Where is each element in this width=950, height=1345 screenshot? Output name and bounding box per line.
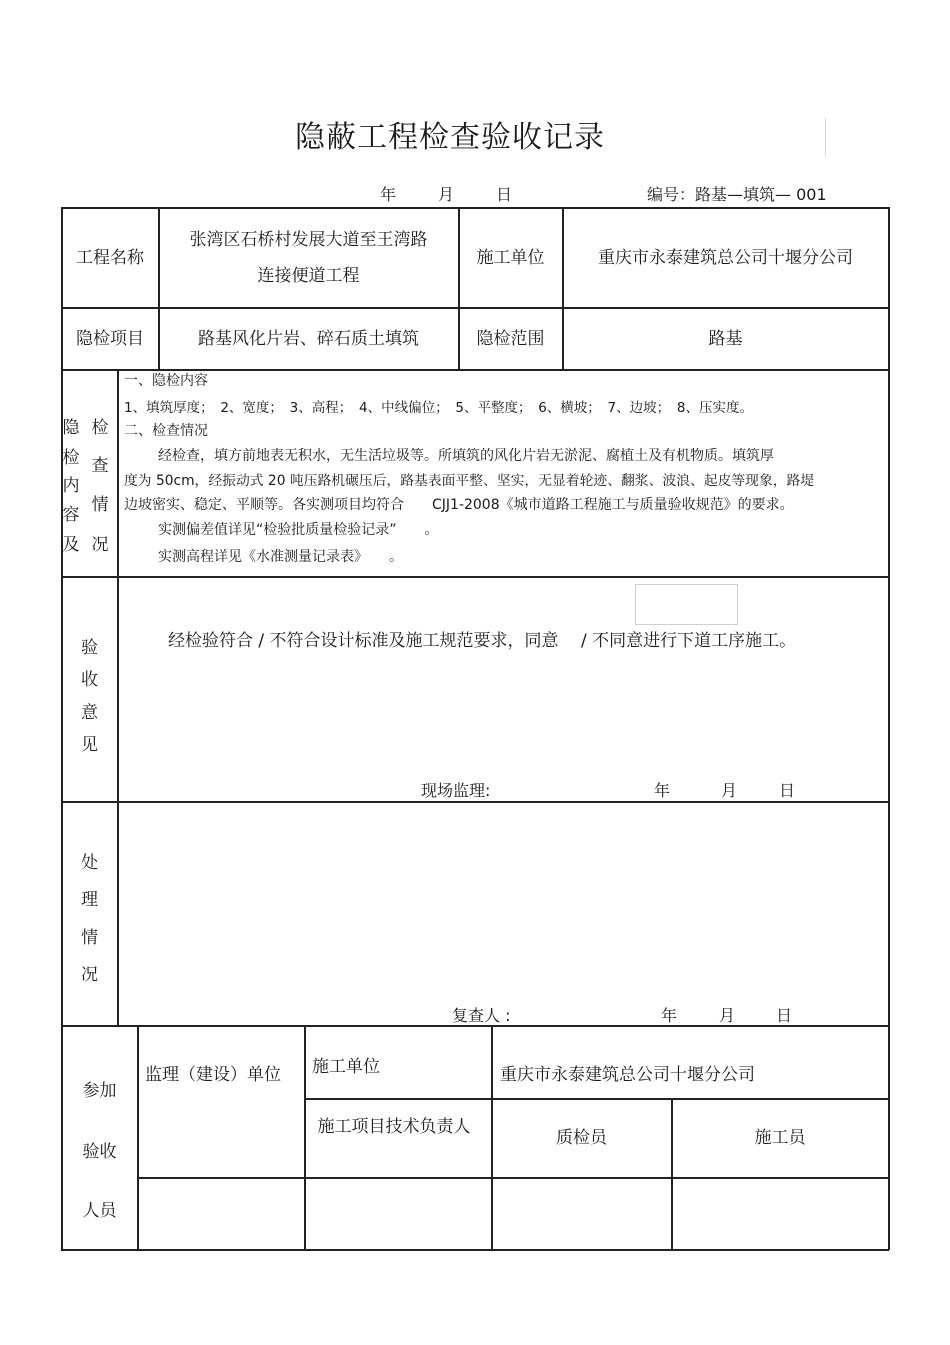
side-char: 情 <box>81 928 98 948</box>
page-title: 隐蔽工程检查验收记录 <box>295 120 605 155</box>
constructor-label: 施工员 <box>754 1128 806 1148</box>
side-char: 内 <box>62 476 80 496</box>
inspection-para-line3: 边坡密实、稳定、平顺等。各实测项目均符合 CJJ1-2008《城市道路工程施工与质量验收规范》的要求。 <box>124 497 794 513</box>
side-char: 及 <box>62 535 80 555</box>
tech-lead-label: 施工项目技术负责人 <box>317 1117 471 1137</box>
side-char: 情 <box>91 495 109 515</box>
side-char: 况 <box>91 535 109 555</box>
construction-unit-value: 重庆市永泰建筑总公司十堰分公司 <box>500 1065 755 1085</box>
inspection-elevation: 实测高程详见《水准测量记录表》 。 <box>158 549 403 565</box>
date-month: 月 <box>438 185 455 204</box>
project-name-line2: 连接便道工程 <box>257 265 360 286</box>
acceptance-month: 月 <box>721 781 738 800</box>
date-year: 年 <box>380 185 397 204</box>
quality-inspector-signature-cell[interactable] <box>492 1178 671 1249</box>
handling-month: 月 <box>719 1006 736 1025</box>
construction-unit-label: 施工单位 <box>312 1057 380 1077</box>
side-char: 验收 <box>82 1142 117 1162</box>
handling-year: 年 <box>661 1006 678 1025</box>
reviewer-label: 复查人 : <box>452 1006 511 1025</box>
project-name-value <box>159 208 458 307</box>
inspection-heading-1: 一、隐检内容 <box>124 373 208 389</box>
side-char: 查 <box>91 456 109 476</box>
acceptance-year: 年 <box>654 781 671 800</box>
side-char: 检 <box>62 448 80 468</box>
inspection-para-line2: 度为 50cm，经振动式 20 吨压路机碾压后，路基表面平整、坚实，无显着轮迹、翻浆、波浪、起皮等现象，路堤 <box>124 473 815 489</box>
record-number: 编号：路基—填筑— 001 <box>647 185 827 204</box>
side-char: 见 <box>81 735 98 755</box>
side-char: 收 <box>81 670 98 690</box>
supervisor-label: 现场监理: <box>421 781 491 800</box>
project-name-label: 工程名称 <box>76 247 144 268</box>
contractor-value: 重庆市永泰建筑总公司十堰分公司 <box>598 247 853 268</box>
side-char: 况 <box>81 965 98 985</box>
side-char: 意 <box>81 703 98 723</box>
date-day: 日 <box>496 185 513 204</box>
side-char: 参加 <box>82 1081 117 1101</box>
side-char: 验 <box>81 638 98 658</box>
corner-mark <box>825 118 826 156</box>
tech-lead-signature-cell[interactable] <box>305 1178 491 1249</box>
contractor-label: 施工单位 <box>476 247 545 268</box>
project-name-line1: 张湾区石桥村发展大道至王湾路 <box>189 229 428 250</box>
quality-inspector-label: 质检员 <box>556 1128 607 1148</box>
side-char: 人员 <box>82 1201 117 1221</box>
stamp-box <box>635 584 738 625</box>
hidden-scope-label: 隐检范围 <box>476 328 545 349</box>
hidden-item-value: 路基风化片岩、碎石质土填筑 <box>198 328 419 349</box>
side-char: 容 <box>62 505 80 525</box>
hidden-scope-value: 路基 <box>708 328 743 349</box>
side-char: 处 <box>81 853 98 873</box>
inspection-para-line1: 经检查，填方前地表无积水，无生活垃圾等。所填筑的风化片岩无淤泥、腐植土及有机物质。填筑厚 <box>158 448 774 464</box>
inspection-deviation: 实测偏差值详见“检验批质量检验记录” 。 <box>158 522 439 538</box>
acceptance-day: 日 <box>779 781 796 800</box>
hidden-item-label: 隐检项目 <box>76 328 144 349</box>
side-char: 理 <box>81 890 98 910</box>
acceptance-opinion: 经检验符合 / 不符合设计标准及施工规范要求，同意 / 不同意进行下道工序施工。 <box>168 631 797 651</box>
handling-day: 日 <box>776 1006 793 1025</box>
constructor-signature-cell[interactable] <box>672 1178 888 1249</box>
inspection-heading-2: 二、检查情况 <box>124 423 208 439</box>
supervision-unit-label: 监理（建设）单位 <box>145 1065 281 1085</box>
supervision-signature-cell[interactable] <box>138 1178 304 1249</box>
side-char: 检 <box>91 418 109 438</box>
inspection-items: 1、填筑厚度； 2、宽度； 3、高程； 4、中线偏位； 5、平整度； 6、横坡； 7、边坡； 8、压实度。 <box>124 400 753 416</box>
side-char: 隐 <box>62 418 80 438</box>
